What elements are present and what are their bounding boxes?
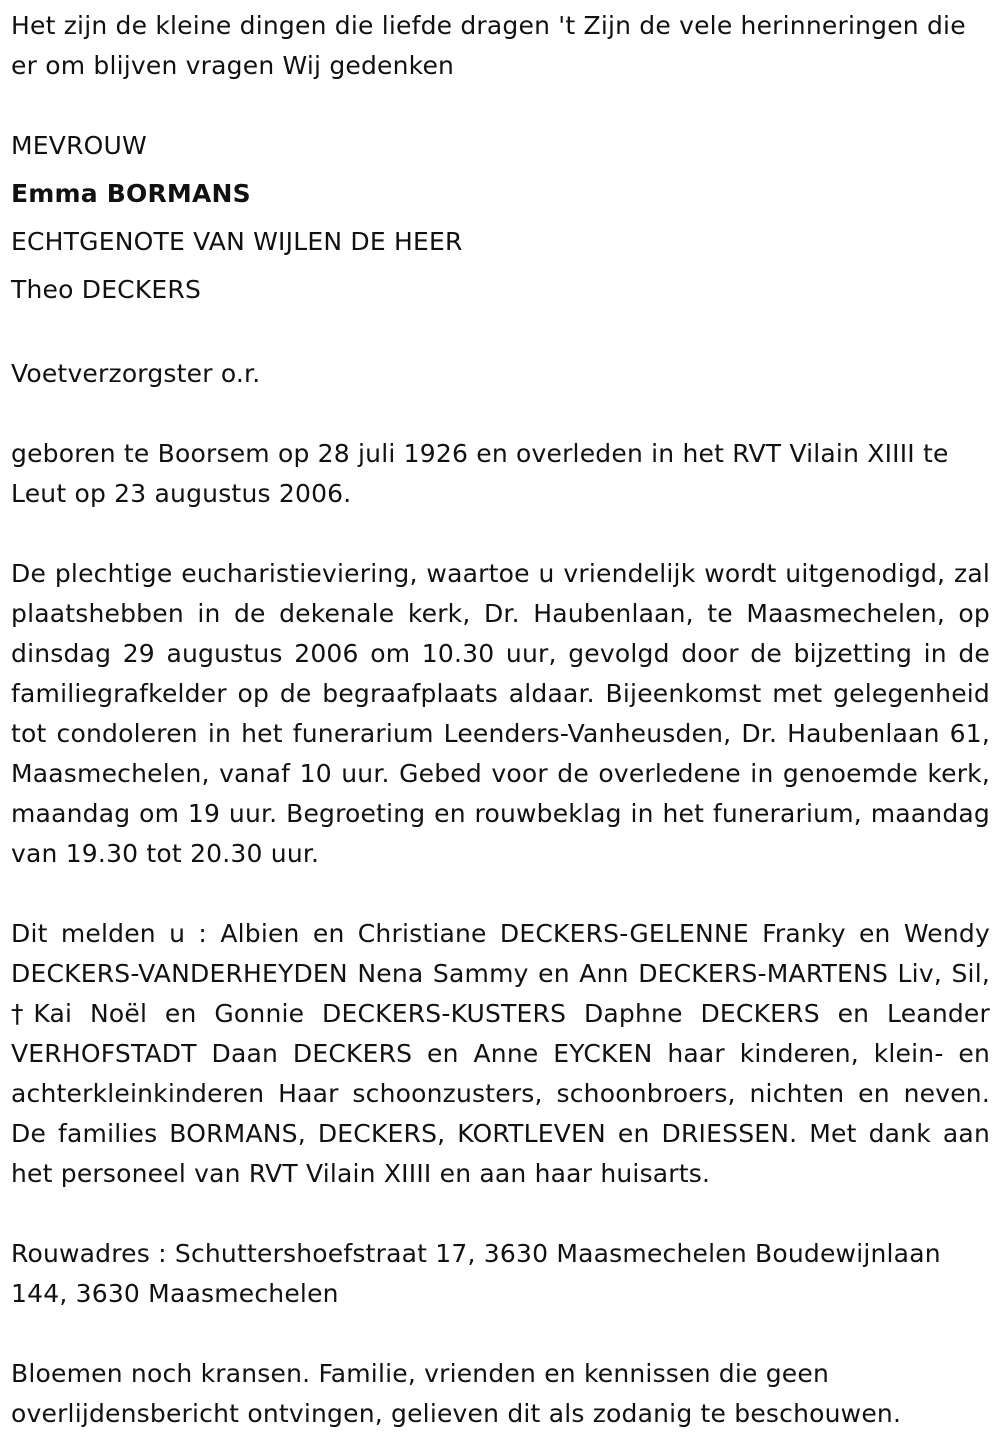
title-text: MEVROUW bbox=[11, 131, 147, 160]
address-text: Rouwadres : Schuttershoefstraat 17, 3630 Maasmechelen Boudewijnlaan 144, 3630 Maasmechelen bbox=[11, 1239, 941, 1308]
occupation-text: Voetverzorgster o.r. bbox=[11, 359, 261, 388]
cross-icon: † bbox=[11, 999, 34, 1028]
deceased-name: Emma BORMANS bbox=[11, 179, 251, 208]
closing-text: Bloemen noch kransen. Familie, vrienden en kennissen die geen overlijdensbericht ontvingen, gelieven dit als zodanig te beschouwen. bbox=[11, 1359, 902, 1428]
ceremony-text: De plechtige eucharistieviering, waartoe u vriendelijk wordt uitgenodigd, zal plaatshebben in de dekenale kerk, Dr. Haubenlaan, te Maasmechelen, op dinsdag 29 augustus 2006 om 10.30 uur, gevolgd door de bijzetting in de familiegrafkelder op de begraafplaats aldaar. Bijeenkomst met gelegenheid tot condoleren in het funerarium Leenders-Vanheusden, Dr. Haubenlaan 61, Maasmechelen, vanaf 10 uur. Gebed voor de overledene in genoemde kerk, maandag om 19 uur. Begroeting en rouwbeklag in het funerarium, maandag van 19.30 tot 20.30 uur. bbox=[11, 559, 990, 868]
birth-death-text: geboren te Boorsem op 28 juli 1926 en overleden in het RVT Vilain XIIII te Leut op 23 augustus 2006. bbox=[11, 439, 949, 508]
poem-text: Het zijn de kleine dingen die liefde dragen 't Zijn de vele herinneringen die er om blijven vragen Wij gedenken bbox=[11, 11, 966, 80]
announcers-before-cross: Dit melden u : Albien en Christiane DECKERS-GELENNE Franky en Wendy DECKERS-VANDERHEYDEN Nena Sammy en Ann DECKERS-MARTENS Liv, Sil, bbox=[11, 919, 990, 988]
deceased-block bbox=[11, 122, 990, 314]
relation-text: ECHTGENOTE VAN WIJLEN DE HEER bbox=[11, 227, 463, 256]
spouse-name: Theo DECKERS bbox=[11, 275, 202, 304]
announcers-text bbox=[11, 914, 990, 1194]
announcers-after-cross: Kai Noël en Gonnie DECKERS-KUSTERS Daphne DECKERS en Leander VERHOFSTADT Daan DECKERS en Anne EYCKEN haar kinderen, klein- en achterkleinkinderen Haar schoonzusters, schoonbroers, nichten en neven. De families BORMANS, DECKERS, KORTLEVEN en DRIESSEN. Met dank aan het personeel van RVT Vilain XIIII en aan haar huisarts. bbox=[11, 999, 990, 1188]
